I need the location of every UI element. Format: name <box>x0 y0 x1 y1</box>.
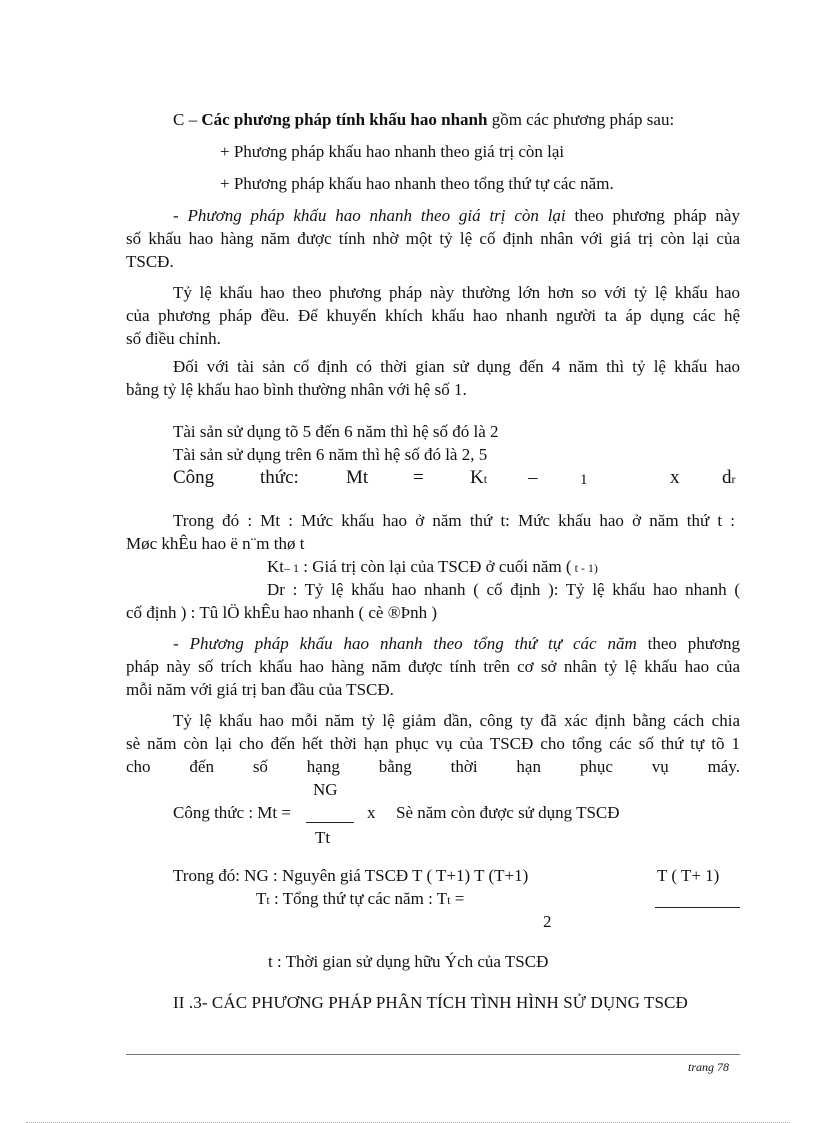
bullet-sum-of-years: + Phương pháp khấu hao nhanh theo tổng thứ tự các năm. <box>220 174 614 193</box>
formula2-numerator: NG <box>313 780 338 799</box>
where2-tt-line: Tt : Tổng thứ tự các năm : Tt = <box>256 889 465 908</box>
where1-dr-cont: cố định ) : Tû lÖ khÊu hao nhanh ( cè ®Þnh ) <box>126 603 437 622</box>
formula1-x: x <box>670 467 680 488</box>
para4-line1: - Phương pháp khấu hao nhanh theo tổng thứ tự các năm theo phương <box>173 634 740 653</box>
word: bằng <box>378 757 412 776</box>
formula1-minus: – <box>528 467 538 488</box>
where2-t-line: t : Thời gian sử dụng hữu Ých của TSCĐ <box>268 952 549 971</box>
para5-line2: sè năm còn lại cho đến hết thời hạn phục vụ của TSCĐ cho tổng các số thứ tự tõ 1 <box>126 734 740 753</box>
bullet-remaining-value: + Phương pháp khấu hao nhanh theo giá trị còn lại <box>220 142 565 161</box>
formula2-label: Công thức : Mt = <box>173 803 291 822</box>
formula1-eq: = <box>413 467 424 488</box>
formula2-denominator: Tt <box>315 828 331 847</box>
para2-line2: của phương pháp đều. Để khuyến khích khấu hao nhanh người ta áp dụng các hệ <box>126 306 740 325</box>
formula1-one: 1 <box>580 472 588 488</box>
para1-line1: - Phương pháp khấu hao nhanh theo giá trị còn lại theo phương pháp này <box>173 206 740 225</box>
word: hạng <box>306 757 340 776</box>
para3-line1: Đối với tài sản cố định có thời gian sử dụng đến 4 năm thì tỷ lệ khấu hao <box>173 357 740 376</box>
word: máy. <box>707 757 740 776</box>
where1-kt: Kt– 1 : Giá trị còn lại của TSCĐ ở cuối năm ( t - 1) <box>267 557 598 576</box>
word: phục <box>579 757 613 776</box>
formula1-k: Kt <box>470 467 488 488</box>
footer-rule <box>126 1054 740 1055</box>
word: thời <box>450 757 478 776</box>
word: số <box>252 757 268 776</box>
para2-line3: số điều chỉnh. <box>126 329 221 348</box>
formula1-label: Công <box>173 467 215 488</box>
para2-line1: Tỷ lệ khấu hao theo phương pháp này thường lớn hơn so với tỷ lệ khấu hao <box>173 283 740 302</box>
para1-line3: TSCĐ. <box>126 252 174 271</box>
para4-line3: mỗi năm với giá trị ban đầu của TSCĐ. <box>126 680 394 699</box>
formula2-x: x <box>367 803 376 822</box>
formula2-rest: Sè năm còn được sử dụng TSCĐ <box>396 803 620 822</box>
section-heading: II .3- CÁC PHƯƠNG PHÁP PHÂN TÍCH TÌNH HÌNH SỬ DỤNG TSCĐ <box>173 993 688 1012</box>
page-number: trang 78 <box>688 1060 730 1074</box>
para5-line1: Tỷ lệ khấu hao mỗi năm tỷ lệ giảm dần, công ty đã xác định bằng cách chia <box>173 711 740 730</box>
where2-fraction-bar <box>655 907 740 908</box>
section-c-heading: C – Các phương pháp tính khấu hao nhanh gồm các phương pháp sau: <box>173 110 675 129</box>
where2-right-numerator: T ( T+ 1) <box>657 866 720 885</box>
para5-line3 <box>126 757 740 777</box>
where1-dr: Dr : Tỷ lệ khấu hao nhanh ( cố định ): Tỷ lệ khấu hao nhanh ( <box>267 580 740 599</box>
where2-line1: Trong đó: NG : Nguyên giá TSCĐ T ( T+1) T (T+1) <box>173 866 529 885</box>
word: hạn <box>516 757 541 776</box>
where2-two: 2 <box>543 912 552 931</box>
para1-line2: số khấu hao hàng năm được tính nhờ một tỷ lệ cố định nhân với giá trị còn lại của <box>126 229 740 248</box>
where1-line2: Møc khÊu hao ë n¨m thø t <box>126 534 305 553</box>
where1-line1: Trong đó : Mt : Mức khấu hao ở năm thứ t: Mức khấu hao ở năm thứ t : <box>173 511 735 530</box>
formula2-fraction-bar <box>306 822 354 823</box>
para4-line2: pháp này số trích khấu hao hàng năm được tính trên cơ sở nhân tỷ lệ khấu hao của <box>126 657 740 676</box>
word: đến <box>189 757 214 776</box>
asset-line2: Tài sản sử dụng trên 6 năm thì hệ số đó là 2, 5 <box>173 445 488 464</box>
para3-line2: bằng tỷ lệ khấu hao bình thường nhân với hệ số 1. <box>126 380 467 399</box>
formula1-d: dr <box>722 467 736 488</box>
word: vụ <box>651 757 669 776</box>
formula1-lhs: Mt <box>346 467 369 488</box>
asset-line1: Tài sản sử dụng tõ 5 đến 6 năm thì hệ số đó là 2 <box>173 422 499 441</box>
formula1-label2: thức: <box>260 467 299 488</box>
word: cho <box>126 757 151 776</box>
